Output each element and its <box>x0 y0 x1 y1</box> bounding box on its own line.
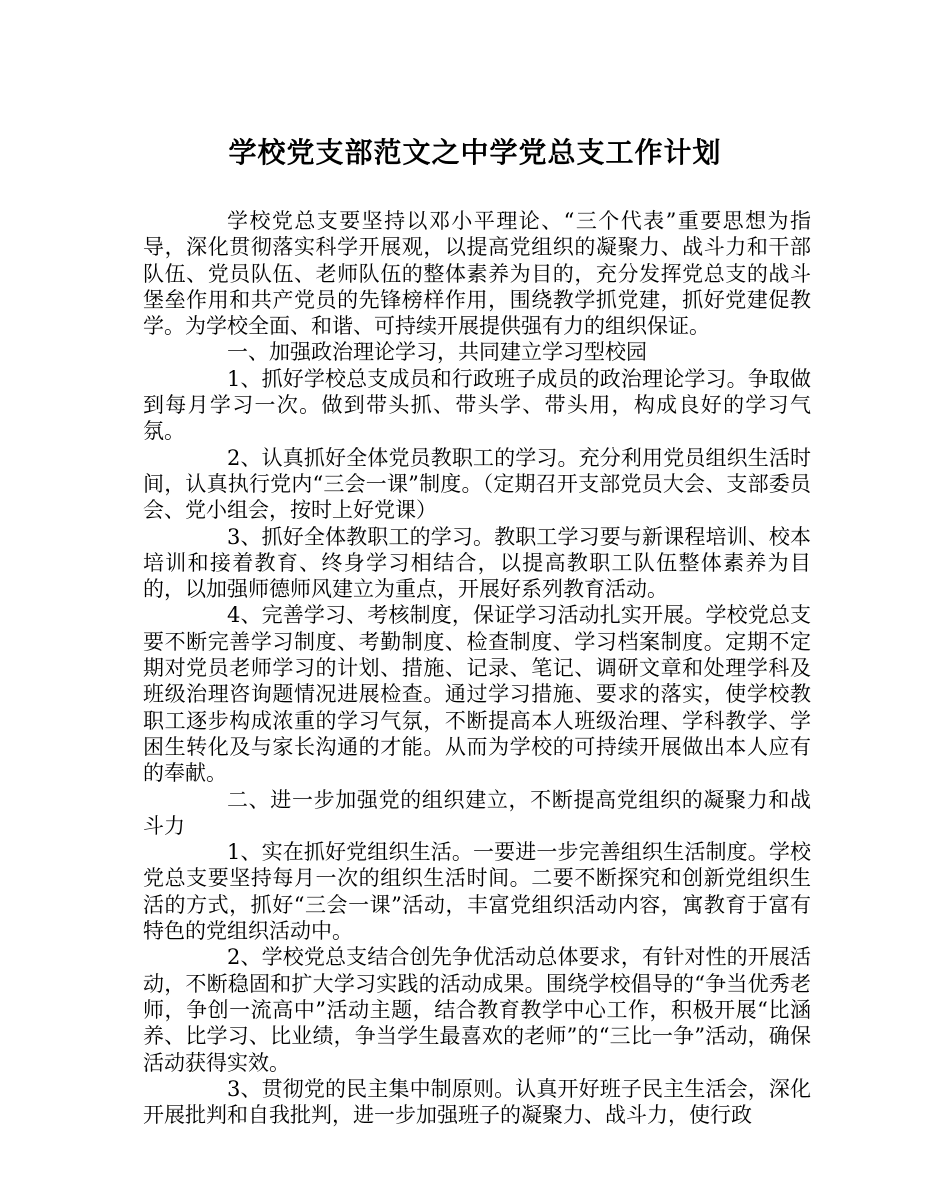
document-body <box>143 208 811 1128</box>
paragraph-2-1: 1、实在抓好党组织生活。一要进一步完善组织生活制度。学校党总支要坚持每月一次的组织生活时间。二要不断探究和创新党组织生活的方式，抓好“三会一课”活动，丰富党组织活动内容，寓教育于富有特色的党组织活动中。 <box>143 840 811 944</box>
section-heading-1: 一、加强政治理论学习，共同建立学习型校园 <box>227 340 647 365</box>
paragraph-2-2: 2、学校党总支结合创先争优活动总体要求，有针对性的开展活动，不断稳固和扩大学习实践的活动成果。围绕学校倡导的“争当优秀老师，争创一流高中”活动主题，结合教育教学中心工作，积极开展“比涵养、比学习、比业绩，争当学生最喜欢的老师”的“三比一争”活动，确保活动获得实效。 <box>143 945 811 1075</box>
paragraph-intro: 学校党总支要坚持以邓小平理论、“三个代表”重要思想为指导，深化贯彻落实科学开展观，以提高党组织的凝聚力、战斗力和干部队伍、党员队伍、老师队伍的整体素养为目的，充分发挥党总支的战斗堡垒作用和共产党员的先锋榜样作用，围绕教学抓党建，抓好党建促教学。为学校全面、和谐、可持续开展提供强有力的组织保证。 <box>143 209 811 339</box>
paragraph-1-3: 3、抓好全体教职工的学习。教职工学习要与新课程培训、校本培训和接着教育、终身学习相结合，以提高教职工队伍整体素养为目的，以加强师德师风建立为重点，开展好系列教育活动。 <box>143 524 811 602</box>
section-heading-2: 二、进一步加强党的组织建立，不断提高党组织的凝聚力和战斗力 <box>143 787 811 838</box>
paragraph-1-2: 2、认真抓好全体党员教职工的学习。充分利用党员组织生活时间，认真执行党内“三会一课”制度。（定期召开支部党员大会、支部委员会、党小组会，按时上好党课） <box>143 445 811 523</box>
document-title: 学校党支部范文之中学党总支工作计划 <box>228 136 722 169</box>
paragraph-1-1: 1、抓好学校总支成员和行政班子成员的政治理论学习。争取做到每月学习一次。做到带头抓、带头学、带头用，构成良好的学习气氛。 <box>143 366 811 444</box>
paragraph-2-3: 3、贯彻党的民主集中制原则。认真开好班子民主生活会，深化开展批判和自我批判，进一步加强班子的凝聚力、战斗力，使行政 <box>143 1076 811 1128</box>
paragraph-1-4: 4、完善学习、考核制度，保证学习活动扎实开展。学校党总支要不断完善学习制度、考勤制度、检查制度、学习档案制度。定期不定期对党员老师学习的计划、措施、记录、笔记、调研文章和处理学科及班级治理咨询题情况进展检查。通过学习措施、要求的落实，使学校教职工逐步构成浓重的学习气氛，不断提高本人班级治理、学科教学、学困生转化及与家长沟通的才能。从而为学校的可持续开展做出本人应有的奉献。 <box>143 603 811 786</box>
